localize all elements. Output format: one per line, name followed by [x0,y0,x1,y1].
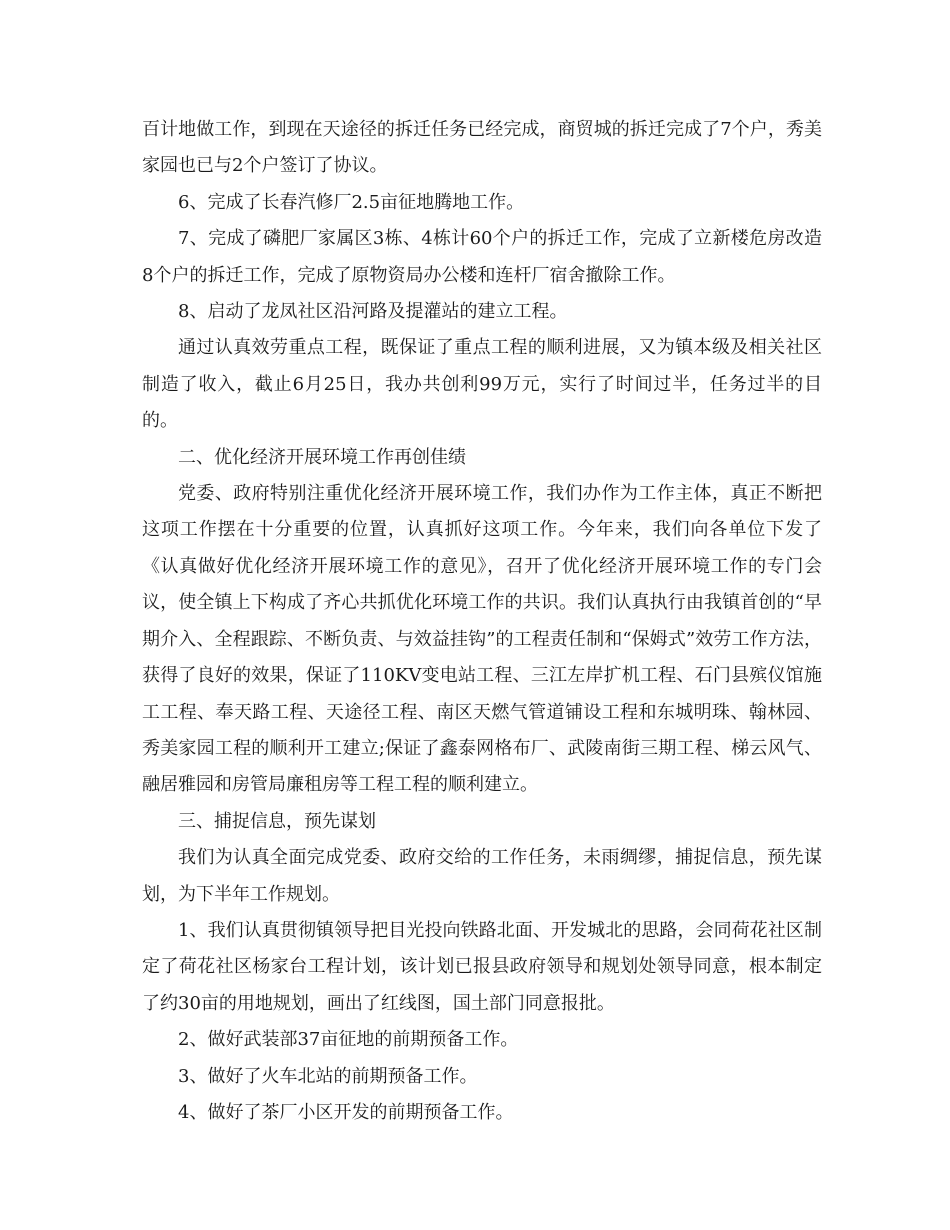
document-body [142,112,822,1131]
plan-item-4: 4、做好了茶厂小区开发的前期预备工作。 [178,1101,514,1123]
list-item-8: 8、启动了龙凤社区沿河路及提灌站的建立工程。 [178,301,568,323]
list-item-7: 7、完成了磷肥厂家属区3栋、4栋计60个户的拆迁工作，完成了立新楼危房改造8个户的拆迁工作，完成了原物资局办公楼和连杆厂宿舍撤除工作。 [142,228,822,286]
paragraph-continuation: 百计地做工作，到现在天途径的拆迁任务已经完成，商贸城的拆迁完成了7个户，秀美家园也已与2个户签订了协议。 [142,119,822,177]
paragraph-environment: 党委、政府特别注重优化经济开展环境工作，我们办作为工作主体，真正不断把这项工作摆在十分重要的位置，认真抓好这项工作。今年来，我们向各单位下发了《认真做好优化经济开展环境工作的意见》，召开了优化经济开展环境工作的专门会议，使全镇上下构成了齐心共抓优化环境工作的共识。我们认真执行由我镇首创的“早期介入、全程跟踪、不断负责、与效益挂钩”的工程责任制和“保姆式”效劳工作方法，获得了良好的效果，保证了110KV变电站工程、三江左岸扩机工程、石门县殡仪馆施工工程、奉天路工程、天途径工程、南区天燃气管道铺设工程和东城明珠、翰林园、秀美家园工程的顺利开工建立;保证了鑫泰网格布厂、武陵南街三期工程、梯云风气、融居雅园和房管局廉租房等工程工程的顺利建立。 [142,483,822,796]
plan-item-3: 3、做好了火车北站的前期预备工作。 [178,1065,478,1087]
paragraph-planning: 我们为认真全面完成党委、政府交给的工作任务，未雨绸缪，捕捉信息，预先谋划，为下半年工作规划。 [142,847,822,905]
paragraph-summary: 通过认真效劳重点工程，既保证了重点工程的顺利进展，又为镇本级及相关社区制造了收入，截止6月25日，我办共创利99万元，实行了时间过半，任务过半的目的。 [142,337,822,432]
plan-item-1: 1、我们认真贯彻镇领导把目光投向铁路北面、开发城北的思路，会同荷花社区制定了荷花社区杨家台工程计划，该计划已报县政府领导和规划处领导同意，根本制定了约30亩的用地规划，画出了红线图，国土部门同意报批。 [142,919,822,1014]
plan-item-2: 2、做好武装部37亩征地的前期预备工作。 [178,1029,519,1051]
list-item-6: 6、完成了长春汽修厂2.5亩征地腾地工作。 [178,191,525,213]
section-heading-3: 三、捕捉信息，预先谋划 [178,810,376,832]
section-heading-2: 二、优化经济开展环境工作再创佳绩 [178,446,466,468]
